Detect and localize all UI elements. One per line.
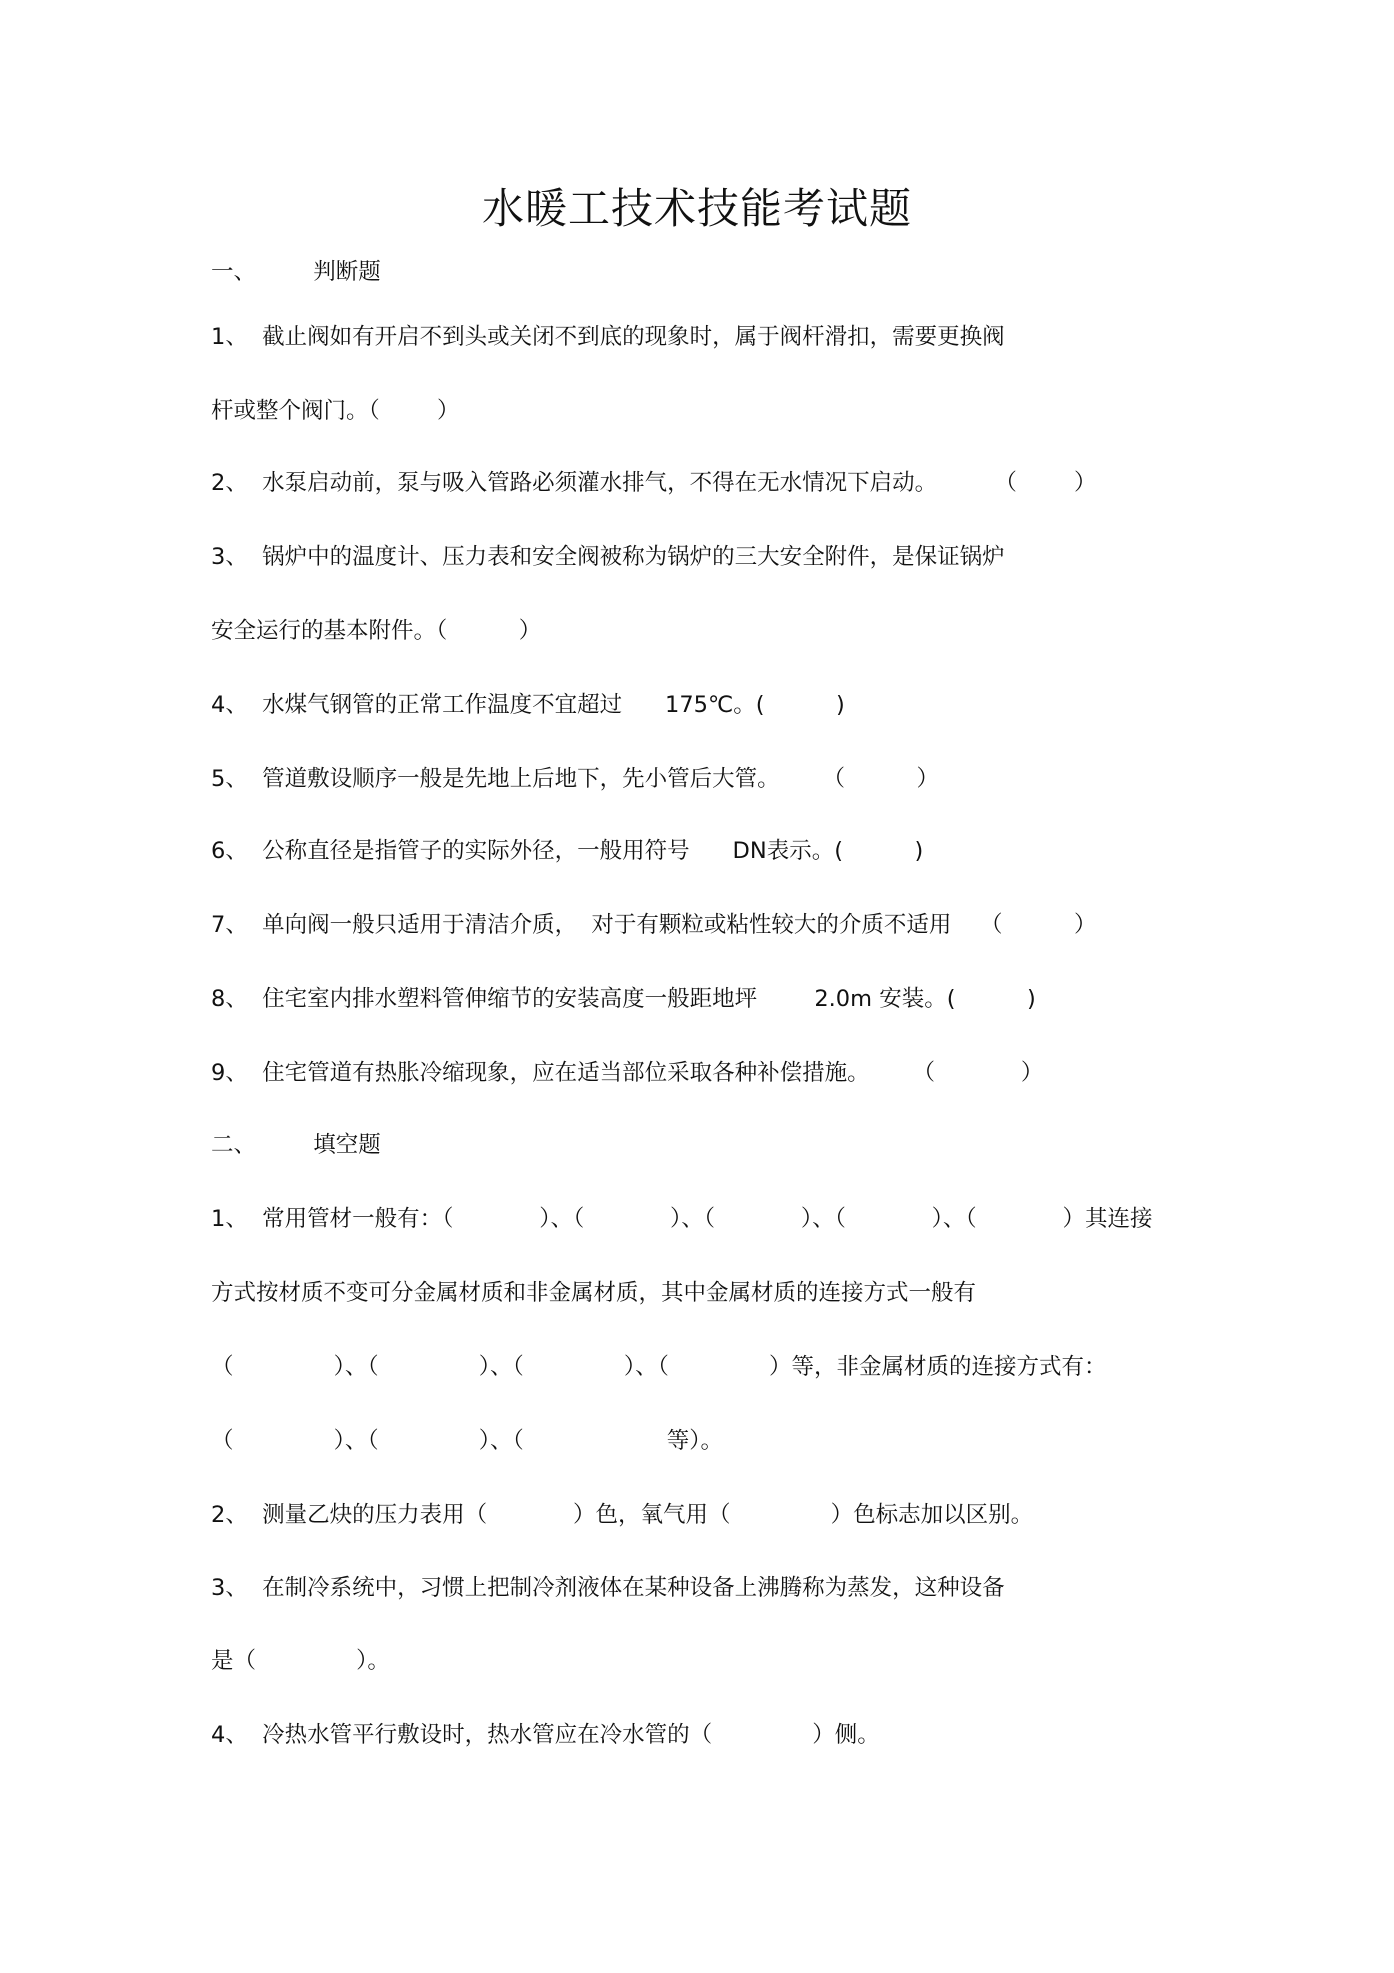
- fill-line-6: 3、 在制冷系统中，习惯上把制冷剂液体在某种设备上沸腾称为蒸发，这种设备: [211, 1575, 1005, 1601]
- fill-line-3: （ ）、（ ）、（ ）、（ ）等，非金属材质的连接方式有：: [211, 1354, 1107, 1380]
- fill-line-5: 2、 测量乙炔的压力表用（ ）色，氧气用（ ）色标志加以区别。: [211, 1502, 1034, 1528]
- judgment-line-6: 4、 水煤气钢管的正常工作温度不宜超过 175℃。( ): [211, 692, 845, 718]
- page-title: 水暖工技术技能考试题: [481, 184, 912, 233]
- judgment-line-8: 6、 公称直径是指管子的实际外径，一般用符号 DN表示。( ): [211, 838, 924, 864]
- fill-line-2: 方式按材质不变可分金属材质和非金属材质，其中金属材质的连接方式一般有: [211, 1280, 977, 1306]
- judgment-line-7: 5、 管道敷设顺序一般是先地上后地下，先小管后大管。 （ ）: [211, 766, 940, 792]
- judgment-line-5: 安全运行的基本附件。（ ）: [211, 618, 542, 644]
- judgment-line-1: 1、 截止阀如有开启不到头或关闭不到底的现象时，属于阀杆滑扣，需要更换阀: [211, 324, 1005, 350]
- judgment-line-11: 9、 住宅管道有热胀冷缩现象，应在适当部位采取各种补偿措施。 （ ）: [211, 1060, 1044, 1086]
- fill-line-7: 是（ ）。: [211, 1648, 390, 1674]
- judgment-line-4: 3、 锅炉中的温度计、压力表和安全阀被称为锅炉的三大安全附件，是保证锅炉: [211, 544, 1005, 570]
- section-heading-judgment: 一、 判断题: [211, 259, 381, 285]
- judgment-line-2: 杆或整个阀门。（ ）: [211, 398, 460, 424]
- fill-line-4: （ ）、（ ）、（ 等）。: [211, 1428, 724, 1454]
- section-heading-fill-blank: 二、 填空题: [211, 1132, 381, 1158]
- judgment-line-9: 7、 单向阀一般只适用于清洁介质， 对于有颗粒或粘性较大的介质不适用 （ ）: [211, 912, 1097, 938]
- fill-line-1: 1、 常用管材一般有：（ ）、（ ）、（ ）、（ ）、（ ）其连接: [211, 1206, 1153, 1232]
- judgment-line-3: 2、 水泵启动前，泵与吸入管路必须灌水排气，不得在无水情况下启动。 （ ）: [211, 470, 1097, 496]
- judgment-line-10: 8、 住宅室内排水塑料管伸缩节的安装高度一般距地坪 2.0m 安装。( ): [211, 986, 1036, 1012]
- fill-line-8: 4、 冷热水管平行敷设时，热水管应在冷水管的（ ）侧。: [211, 1722, 880, 1748]
